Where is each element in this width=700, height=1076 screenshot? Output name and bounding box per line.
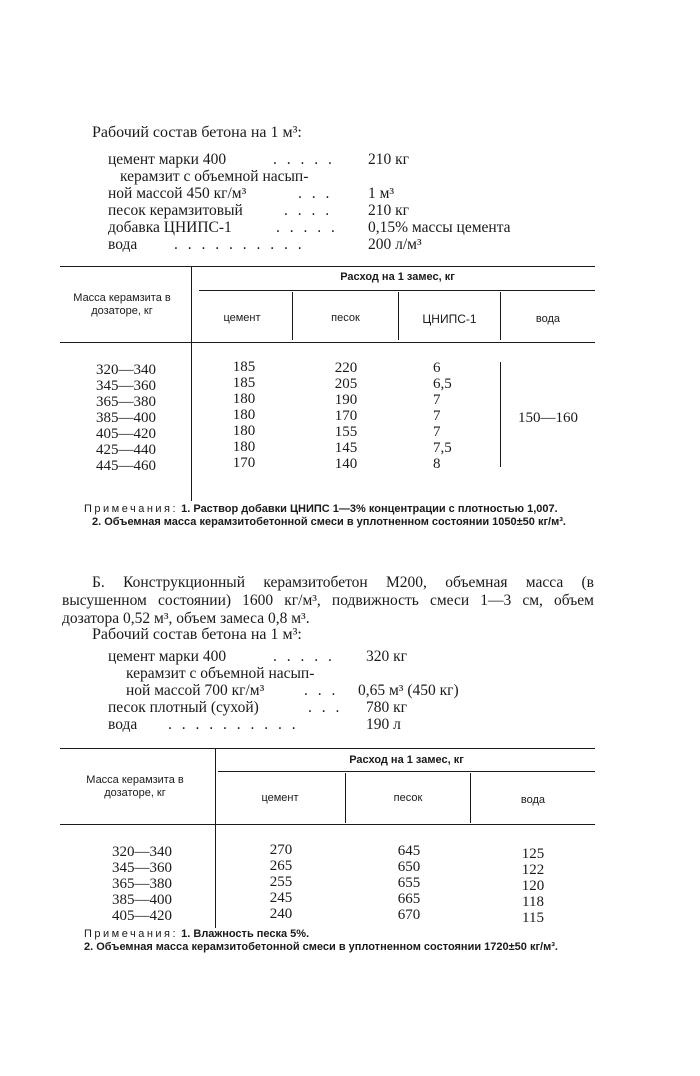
consumption-table-1 <box>60 266 595 501</box>
table-cell: 7 <box>433 392 441 408</box>
col-header-cnips: ЦНИПС-1 <box>422 312 477 326</box>
composition-row: ной массой 450 кг/м³ . . . 1 м³ <box>108 185 395 202</box>
table-cell: 385—400 <box>112 892 172 908</box>
table-cell: 665 <box>397 891 421 907</box>
table-cell: 7 <box>433 424 441 440</box>
table-cell: 445—460 <box>96 458 156 474</box>
table-cell: 220 <box>334 360 358 376</box>
column-sand <box>384 843 434 923</box>
table-cell-water: 150—160 <box>518 410 578 426</box>
table-cell: 240 <box>269 906 293 922</box>
table-cell: 405—420 <box>112 908 172 924</box>
table-cell: 125 <box>521 846 545 862</box>
table-cell: 145 <box>334 440 358 456</box>
table-cell: 180 <box>232 439 256 455</box>
table-cell: 170 <box>232 455 256 471</box>
composition-row: вода . . . . . . . . . . 190 л <box>108 716 401 733</box>
composition-list-1 <box>108 151 548 253</box>
table-cell: 645 <box>397 843 421 859</box>
col-header-sand: песок <box>393 792 423 804</box>
table-cell: 365—380 <box>112 876 172 892</box>
notes-2: Примечания: 1. Влажность песка 5%. 2. Объемная масса керамзитобетонной смеси в уплотненном состоянии 1720±50 кг/м³. <box>84 928 558 953</box>
column-sand <box>322 360 370 472</box>
column-mass <box>82 362 170 474</box>
composition-heading-1: Рабочий состав бетона на 1 м³: <box>92 124 302 141</box>
column-mass <box>96 844 188 924</box>
table-cell: 655 <box>397 875 421 891</box>
table-cell: 6 <box>433 360 441 376</box>
consumption-table-2 <box>60 748 595 936</box>
composition-row: добавка ЦНИПС-1 . . . . . 0,15% массы цемента <box>108 219 511 236</box>
table-cell: 185 <box>232 375 256 391</box>
table-cell: 185 <box>232 359 256 375</box>
composition-heading-2: Рабочий состав бетона на 1 м³: <box>92 626 302 643</box>
table-cell: 140 <box>334 456 358 472</box>
composition-row: цемент марки 400 . . . . . 320 кг <box>108 648 408 665</box>
composition-row: песок керамзитовый . . . . 210 кг <box>108 202 410 219</box>
composition-row: цемент марки 400 . . . . . 210 кг <box>108 151 410 168</box>
column-cement <box>220 359 268 471</box>
table-cell: 320—340 <box>96 362 156 378</box>
composition-row: ной массой 700 кг/м³ . . . 0,65 м³ (450 кг) <box>126 682 459 699</box>
table-cell: 670 <box>397 907 421 923</box>
table-cell: 8 <box>433 456 441 472</box>
table-cell: 255 <box>269 874 293 890</box>
table-cell: 190 <box>334 392 358 408</box>
composition-list-2 <box>108 648 548 733</box>
composition-row: керамзит с объемной насып- <box>120 168 309 185</box>
notes-1: Примечания: 1. Раствор добавки ЦНИПС 1—3% концентрации с плотностью 1,007. 2. Объемная масса керамзитобетонной смеси в уплотненном состоянии 1050±50 кг/м³. <box>84 503 566 528</box>
column-cnips <box>433 360 481 472</box>
table-cell: 385—400 <box>96 410 156 426</box>
composition-row: керамзит с объемной насып- <box>126 665 315 682</box>
col-header-cement: цемент <box>223 312 261 324</box>
row-header: Масса керамзита в дозаторе, кг <box>73 292 171 317</box>
table-cell: 180 <box>232 407 256 423</box>
table-cell: 7 <box>433 408 441 424</box>
table-cell: 7,5 <box>433 440 452 456</box>
row-header: Масса керамзита в дозаторе, кг <box>86 774 184 799</box>
table-cell: 365—380 <box>96 394 156 410</box>
table-cell: 115 <box>522 910 544 926</box>
col-header-water: вода <box>535 313 561 325</box>
table-cell: 425—440 <box>96 442 156 458</box>
table-cell: 205 <box>334 376 358 392</box>
group-header: Расход на 1 замес, кг <box>349 754 464 766</box>
table-cell: 320—340 <box>112 844 172 860</box>
table-cell: 120 <box>521 878 545 894</box>
table-cell: 170 <box>334 408 358 424</box>
group-header: Расход на 1 замес, кг <box>340 271 455 283</box>
table-cell: 122 <box>521 862 545 878</box>
table-cell: 155 <box>334 424 358 440</box>
table-cell: 345—360 <box>112 860 172 876</box>
col-header-cement: цемент <box>261 792 299 804</box>
composition-row: вода . . . . . . . . . . 200 л/м³ <box>108 236 422 253</box>
table-cell: 180 <box>232 391 256 407</box>
section-b-paragraph: Б. Конструкционный керамзитобетон М200, объемная масса (в высушенном состоянии) 1600 кг/м³, подвижность смеси 1—3 см, объем дозатора 0,52 м³, объем замеса 0,8 м³. <box>62 574 594 627</box>
table-cell: 245 <box>269 890 293 906</box>
table-cell: 650 <box>397 859 421 875</box>
table-cell: 265 <box>269 858 293 874</box>
table-cell: 6,5 <box>433 376 452 392</box>
table-cell: 270 <box>269 842 293 858</box>
table-cell: 405—420 <box>96 426 156 442</box>
column-cement <box>256 842 306 922</box>
col-header-sand: песок <box>331 312 360 324</box>
composition-row: песок плотный (сухой) . . . 780 кг <box>108 699 408 716</box>
column-water <box>508 846 558 926</box>
col-header-water: вода <box>520 794 546 806</box>
table-cell: 180 <box>232 423 256 439</box>
table-cell: 345—360 <box>96 378 156 394</box>
table-cell: 118 <box>522 894 544 910</box>
